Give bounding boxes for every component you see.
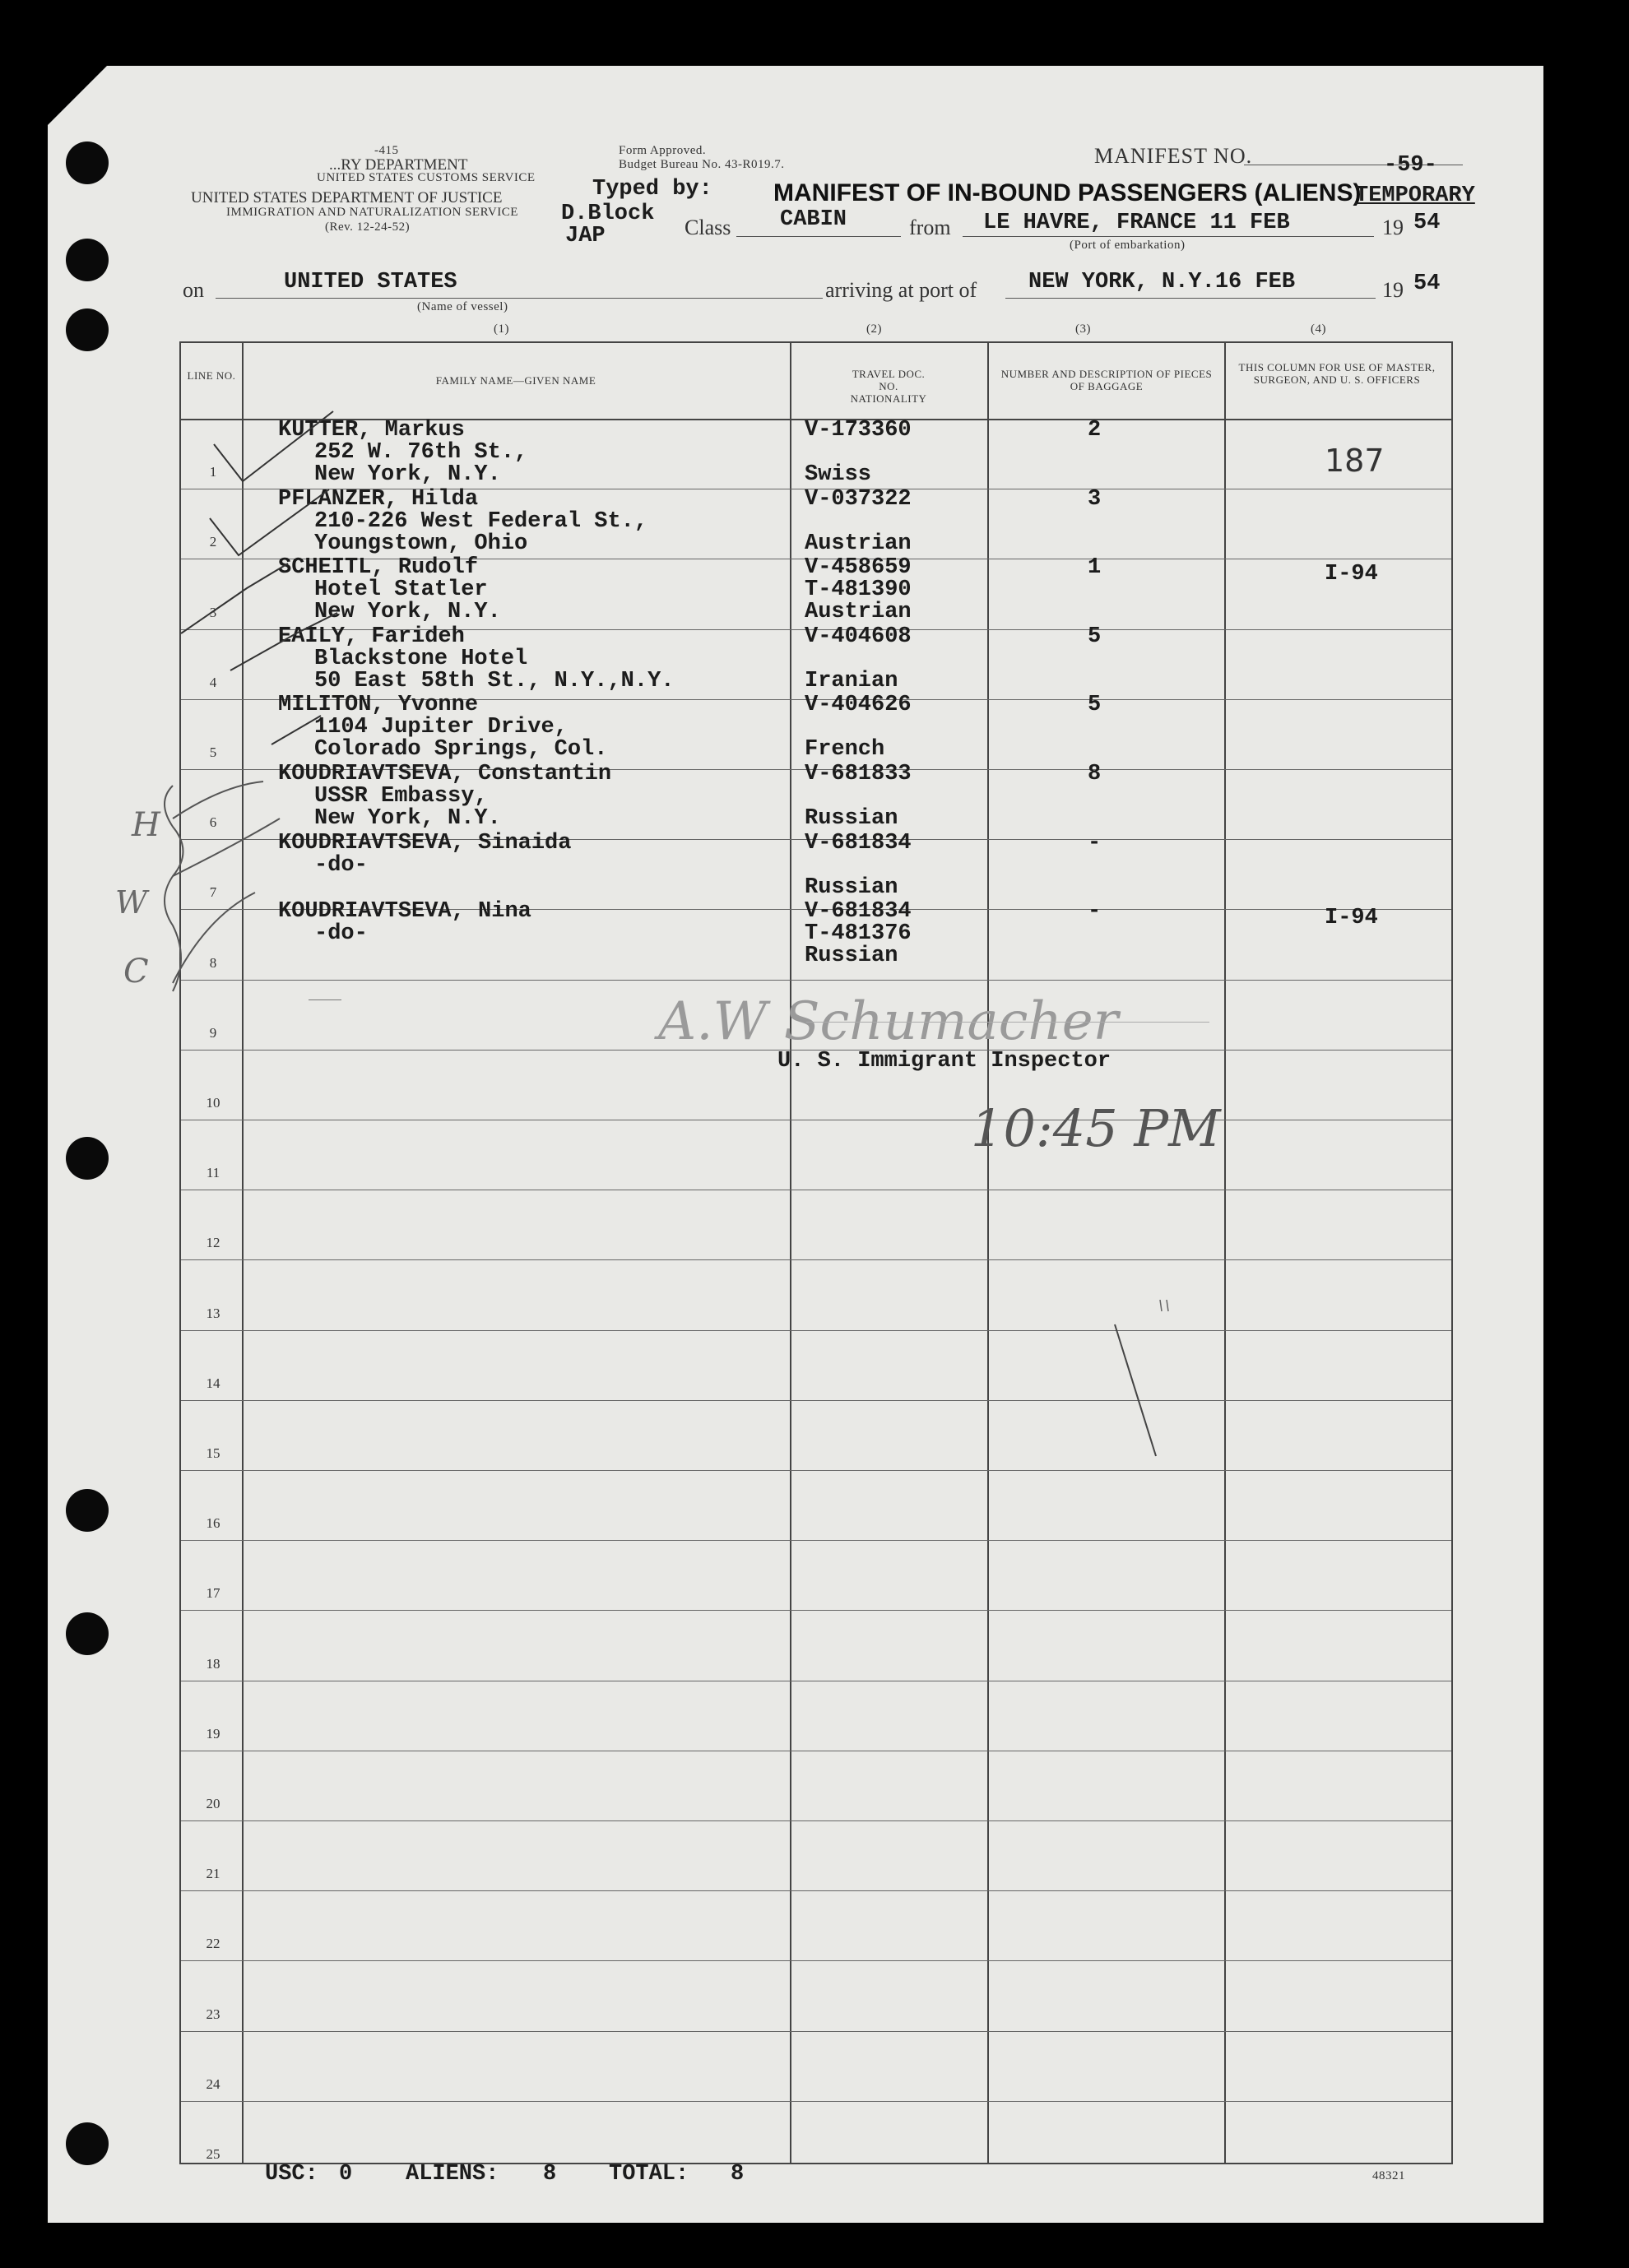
line-number: 4 <box>209 674 217 690</box>
family-mark-husband: H <box>132 806 160 844</box>
passenger-address: -do- <box>314 852 368 878</box>
line-number: 1 <box>209 464 217 480</box>
row-rule <box>181 2031 1451 2032</box>
line-number: 23 <box>206 2006 220 2022</box>
line-number: 5 <box>209 744 217 760</box>
embarkation-port: LE HAVRE, FRANCE 11 FEB <box>983 211 1290 235</box>
passenger-address: New York, N.Y. <box>314 600 501 625</box>
line-number: 6 <box>209 814 217 831</box>
passenger-address: 1104 Jupiter Drive, <box>314 715 568 740</box>
line-number: 24 <box>206 2076 220 2092</box>
binder-hole <box>66 239 109 281</box>
line-number: 15 <box>206 1445 220 1461</box>
officer-note: I-94 <box>1325 906 1378 931</box>
binder-hole <box>66 308 109 351</box>
row-rule <box>181 1330 1451 1331</box>
passenger-address: New York, N.Y. <box>314 806 501 831</box>
passenger-nationality: Austrian <box>805 531 912 556</box>
class-underline <box>736 236 901 237</box>
row-rule <box>181 1820 1451 1821</box>
row-rule <box>181 1610 1451 1611</box>
year-prefix: 19 <box>1382 216 1404 239</box>
travel-doc-number: V-404626 <box>805 693 912 718</box>
passenger-name: KOUDRIAVTSEVA, Sinaida <box>278 830 572 856</box>
line-number: 11 <box>206 1165 220 1181</box>
baggage-count: 5 <box>1088 693 1102 718</box>
aliens-count: 8 <box>543 2162 557 2187</box>
travel-doc-number: T-481390 <box>805 577 912 603</box>
column-number: (1) <box>494 322 509 336</box>
inspector-title: U. S. Immigrant Inspector <box>777 1049 1112 1074</box>
from-label: from <box>909 216 951 239</box>
passenger-address: 210-226 West Federal St., <box>314 508 648 534</box>
line-number: 14 <box>206 1375 220 1391</box>
line-number: 12 <box>206 1235 220 1251</box>
arriving-label: arriving at port of <box>825 278 977 302</box>
year-prefix: 19 <box>1382 278 1404 302</box>
row-rule <box>181 1540 1451 1541</box>
family-mark-wife: W <box>115 884 148 921</box>
handwritten-time: 10:45 PM <box>971 1098 1221 1158</box>
passenger-name: KOUDRIAVTSEVA, Constantin <box>278 762 612 786</box>
arrival-underline <box>1005 298 1376 299</box>
col-header-travel-doc: TRAVEL DOC. NO. NATIONALITY <box>850 368 927 405</box>
form-approved: Form Approved. <box>619 144 707 157</box>
passenger-address: Colorado Springs, Col. <box>314 737 608 763</box>
passenger-nationality: Russian <box>805 874 898 900</box>
check-mark <box>230 613 337 670</box>
pencil-mark <box>1111 1300 1176 1464</box>
column-divider <box>987 343 989 2163</box>
passenger-address: 252 W. 76th St., <box>314 440 528 465</box>
officer-note: 187 <box>1325 443 1385 479</box>
line-number: 2 <box>209 534 217 550</box>
baggage-count: - <box>1088 899 1102 925</box>
passenger-name: SCHEITL, Rudolf <box>278 555 479 581</box>
line-number: 20 <box>206 1796 220 1811</box>
vessel-underline <box>216 298 823 299</box>
line-number: 25 <box>206 2146 220 2162</box>
column-number: (3) <box>1075 322 1091 336</box>
passenger-nationality: Russian <box>805 944 898 969</box>
baggage-count: 5 <box>1088 624 1102 649</box>
class-label: Class <box>685 216 731 239</box>
column-divider <box>790 343 791 2163</box>
passenger-name: EAILY, Farideh <box>278 624 465 649</box>
port-of-embarkation-caption: (Port of embarkation) <box>1070 239 1186 252</box>
row-rule <box>181 1960 1451 1961</box>
passenger-address: 50 East 58th St., N.Y.,N.Y. <box>314 668 675 693</box>
customs-service: UNITED STATES CUSTOMS SERVICE <box>317 171 536 184</box>
travel-doc-number: V-037322 <box>805 486 912 512</box>
passenger-name: PFLANZER, Hilda <box>278 486 479 512</box>
line-number: 13 <box>206 1305 220 1321</box>
form-revision: (Rev. 12-24-52) <box>325 220 411 234</box>
manifest-number: -59- <box>1384 153 1437 178</box>
vessel-name: UNITED STATES <box>284 270 457 295</box>
from-underline <box>963 236 1374 237</box>
typed-by-initials: D.Block <box>561 202 655 226</box>
line-number: 16 <box>206 1515 220 1532</box>
passenger-address: Blackstone Hotel <box>314 646 528 671</box>
year-value: 54 <box>1413 271 1441 296</box>
on-label: on <box>183 278 204 302</box>
travel-doc-number: V-681834 <box>805 830 912 856</box>
ins-name: IMMIGRATION AND NATURALIZATION SERVICE <box>226 206 518 219</box>
pencil-mark <box>309 999 341 1000</box>
class-value: CABIN <box>780 207 847 232</box>
typed-by-label: Typed by: <box>592 177 712 202</box>
passenger-address: USSR Embassy, <box>314 784 488 809</box>
year-value: 54 <box>1413 211 1441 235</box>
form-number: -415 <box>374 144 399 157</box>
passenger-nationality: Austrian <box>805 600 912 625</box>
family-mark-child: C <box>123 953 149 990</box>
travel-doc-number: V-681834 <box>805 899 912 925</box>
binder-hole <box>66 1489 109 1532</box>
col-header-name: FAMILY NAME—GIVEN NAME <box>435 374 596 387</box>
binder-hole <box>66 1137 109 1180</box>
passenger-name: MILITON, Yvonne <box>278 693 479 718</box>
check-marks <box>165 395 378 773</box>
row-rule <box>181 980 1451 981</box>
total-count: 8 <box>731 2162 745 2187</box>
footer-code: 48321 <box>1372 2169 1405 2182</box>
line-number: 19 <box>206 1725 220 1742</box>
binder-hole <box>66 1612 109 1655</box>
passenger-nationality: Swiss <box>805 462 872 487</box>
check-mark <box>272 716 321 744</box>
binder-hole <box>66 141 109 184</box>
line-number: 8 <box>209 954 217 971</box>
column-number: (2) <box>866 322 882 336</box>
aliens-label: ALIENS: <box>406 2162 499 2187</box>
line-number: 17 <box>206 1585 220 1602</box>
baggage-count: 2 <box>1088 418 1102 443</box>
total-label: TOTAL: <box>609 2162 689 2187</box>
travel-doc-number: V-681833 <box>805 762 912 786</box>
line-number: 21 <box>206 1866 220 1882</box>
temporary-stamp: TEMPORARY <box>1355 183 1475 208</box>
passenger-address: Hotel Statler <box>314 577 488 603</box>
family-bracket <box>123 769 346 1008</box>
row-rule <box>181 1400 1451 1401</box>
travel-doc-number: V-404608 <box>805 624 912 649</box>
col-header-officers: THIS COLUMN FOR USE OF MASTER, SURGEON, AND U. S. OFFICERS <box>1238 361 1436 386</box>
travel-doc-number: V-458659 <box>805 555 912 581</box>
row-rule <box>181 1470 1451 1471</box>
baggage-count: 1 <box>1088 555 1102 581</box>
arrival-port: NEW YORK, N.Y.16 FEB <box>1028 270 1296 295</box>
usc-count: 0 <box>339 2162 353 2187</box>
baggage-count: 3 <box>1088 486 1102 512</box>
row-rule <box>181 1259 1451 1260</box>
passenger-name: KOUDRIAVTSEVA, Nina <box>278 899 531 925</box>
col-header-baggage: NUMBER AND DESCRIPTION OF PIECES OF BAGGAGE <box>1000 368 1213 392</box>
officer-note: I-94 <box>1325 562 1378 587</box>
passenger-address: New York, N.Y. <box>314 462 501 487</box>
baggage-count: 8 <box>1088 762 1102 786</box>
passenger-address: Youngstown, Ohio <box>314 531 528 556</box>
dept-name: ...RY DEPARTMENT <box>329 156 468 174</box>
travel-doc-number: V-173360 <box>805 418 912 443</box>
manifest-no-label: MANIFEST NO. <box>1094 144 1253 168</box>
row-rule <box>181 1890 1451 1891</box>
travel-doc-number: T-481376 <box>805 921 912 947</box>
check-mark <box>214 411 333 481</box>
passenger-name: KUTTER, Markus <box>278 418 465 443</box>
budget-bureau: Budget Bureau No. 43-R019.7. <box>619 158 785 171</box>
signature-stroke <box>806 1022 1209 1023</box>
passenger-address: -do- <box>314 921 368 947</box>
line-number: 10 <box>206 1095 220 1111</box>
column-number: (4) <box>1311 322 1326 336</box>
line-number: 18 <box>206 1655 220 1672</box>
page-title: MANIFEST OF IN-BOUND PASSENGERS (ALIENS) <box>773 179 1362 206</box>
torn-corner <box>33 49 123 140</box>
passenger-nationality: French <box>805 737 885 763</box>
justice-dept: UNITED STATES DEPARTMENT OF JUSTICE <box>191 189 503 206</box>
check-mark <box>181 564 288 633</box>
line-number: 22 <box>206 1936 220 1952</box>
passenger-nationality: Russian <box>805 806 898 831</box>
column-divider <box>1224 343 1226 2163</box>
line-number: 9 <box>209 1024 217 1041</box>
usc-label: USC: <box>265 2162 318 2187</box>
row-rule <box>181 2101 1451 2102</box>
line-number: 7 <box>209 884 217 901</box>
line-number: 3 <box>209 604 217 620</box>
passenger-nationality: Iranian <box>805 668 898 693</box>
binder-hole <box>66 2122 109 2165</box>
check-mark <box>210 489 329 555</box>
baggage-count: - <box>1088 830 1102 856</box>
col-header-line-no: LINE NO. <box>187 369 236 382</box>
inspector-signature: A.W Schumacher <box>658 991 1119 1052</box>
vessel-caption: (Name of vessel) <box>417 300 508 313</box>
typed-by-initials: JAP <box>565 224 606 248</box>
